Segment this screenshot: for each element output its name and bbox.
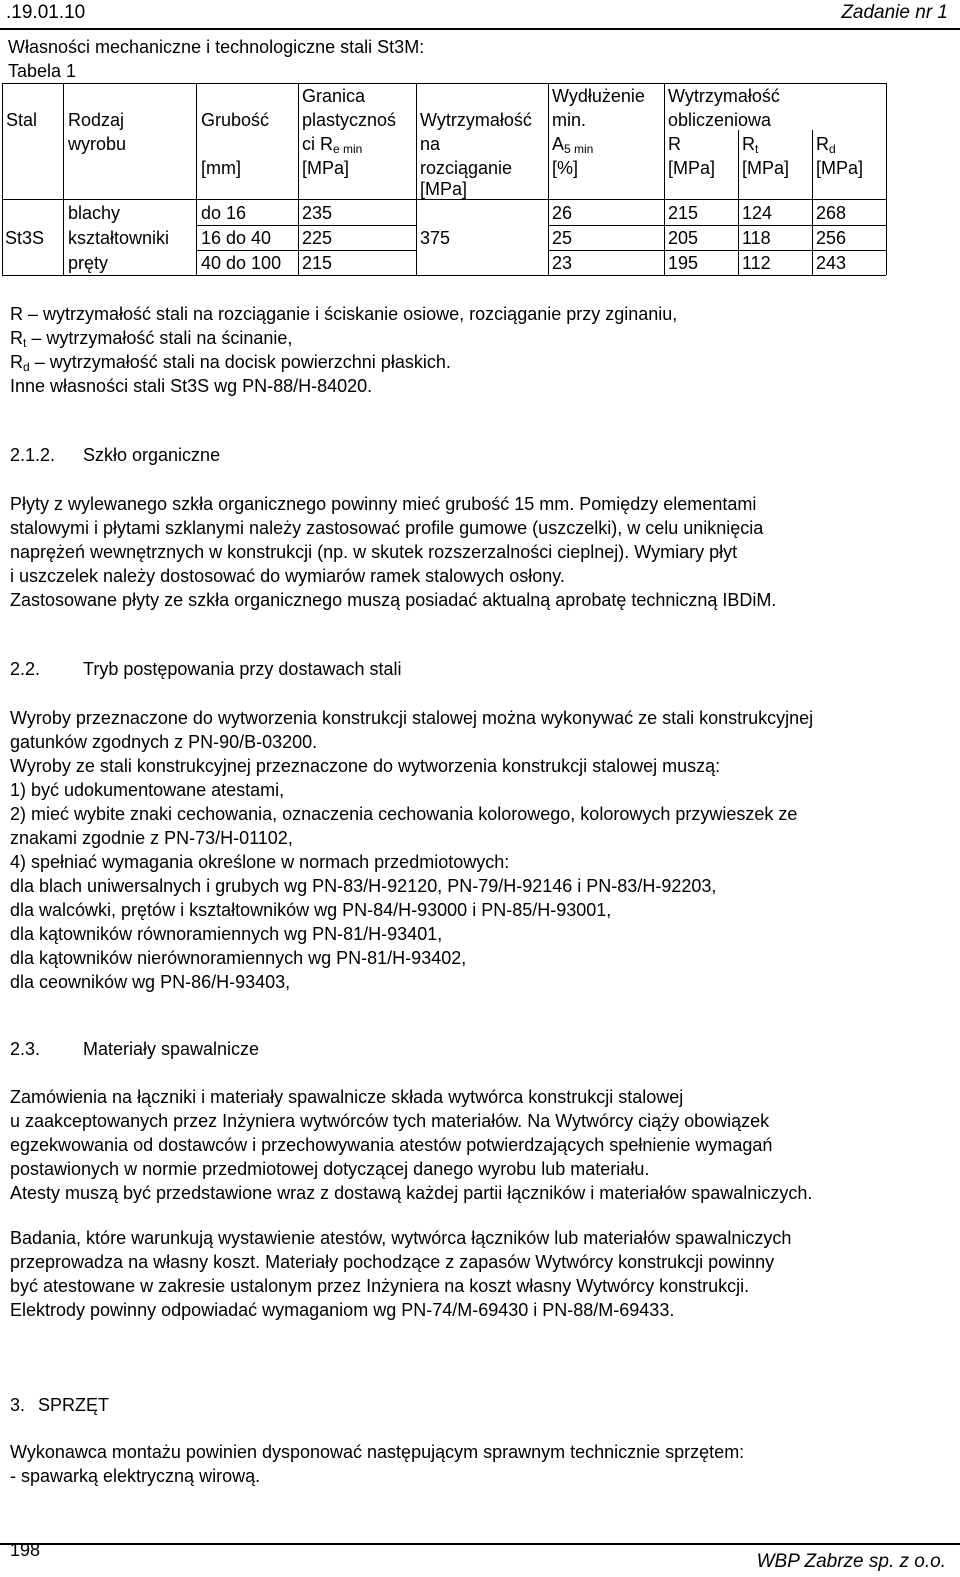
cell-r: 215 — [668, 203, 699, 223]
section-title: SPRZĘT — [38, 1395, 110, 1415]
cell-re: 235 — [302, 203, 333, 223]
cell-rt: 124 — [742, 203, 773, 223]
cell-re: 215 — [302, 253, 333, 273]
cell-rd: 243 — [816, 253, 847, 273]
footer-company: WBP Zabrze sp. z o.o. — [756, 1551, 946, 1572]
th-wydl-2: min. — [552, 110, 587, 130]
paragraph-line: Zamówienia na łączniki i materiały spawalnicze składa wytwórca konstrukcji stalowej — [10, 1087, 684, 1107]
legend-rt: $R_t$ – wytrzymałość stali na ścinanie, — [10, 328, 293, 350]
paragraph-line: Wykonawca montażu powinien dysponować następującym sprawnym technicznie sprzętem: — [10, 1442, 745, 1462]
paragraph-line: stalowymi i płytami szklanymi należy zastosować profile gumowe (uszczelki), w celu uniknięcia — [10, 518, 764, 538]
th-stal: Stal — [6, 110, 38, 130]
th-wytrz-2: na — [420, 134, 441, 154]
paragraph-line: - spawarką elektryczną wirową. — [10, 1466, 261, 1486]
paragraph-line: Płyty z wylewanego szkła organicznego powinny mieć grubość 15 mm. Pomiędzy elementami — [10, 494, 757, 514]
th-granica-3: ci $R_{e min}$ — [302, 134, 363, 156]
cell-rd: 256 — [816, 228, 847, 248]
th-wytrz-4: [MPa] — [420, 179, 468, 199]
paragraph-line: 2) mieć wybite znaki cechowania, oznaczenia cechowania kolorowego, kolorowych przywieszek ze — [10, 804, 798, 824]
th-granica-2: plastycznoś — [302, 110, 397, 130]
th-granica-4: [MPa] — [302, 158, 350, 178]
paragraph-line: u zaakceptowanych przez Inżyniera wytwórców tych materiałów. Na Wytwórcy ciąży obowiązek — [10, 1111, 770, 1131]
th-r-unit: [MPa] — [668, 158, 716, 178]
th-rodzaj-2: wyrobu — [68, 134, 127, 154]
paragraph-line: dla ceowników wg PN-86/H-93403, — [10, 972, 291, 992]
cell-thickness: do 16 — [201, 203, 247, 223]
cell-rd: 268 — [816, 203, 847, 223]
section-title: Tryb postępowania przy dostawach stali — [83, 659, 402, 679]
cell-product: pręty — [68, 253, 109, 273]
paragraph-line: znakami zgodnie z PN-73/H-01102, — [10, 828, 293, 848]
th-r: R — [668, 134, 681, 154]
paragraph-line: Wyroby przeznaczone do wytworzenia konstrukcji stalowej można wykonywać ze stali konstrukcyjnej — [10, 708, 814, 728]
cell-steel: St3S — [5, 228, 45, 248]
paragraph-line: gatunków zgodnych z PN-90/B-03200. — [10, 732, 318, 752]
cell-rt: 112 — [742, 253, 771, 273]
section-number: 3. — [10, 1395, 26, 1415]
th-rt: $R_t$ — [742, 134, 759, 156]
paragraph-line: dla kątowników równoramiennych wg PN-81/H-93401, — [10, 924, 443, 944]
legend-rd: $R_d$ – wytrzymałość stali na docisk powierzchni płaskich. — [10, 352, 451, 374]
section-number: 2.1.2. — [10, 445, 56, 465]
paragraph-line: przeprowadza na własny koszt. Materiały pochodzące z zapasów Wytwórcy konstrukcji powinny — [10, 1252, 775, 1272]
paragraph-line: dla kątowników nierównoramiennych wg PN-81/H-93402, — [10, 948, 467, 968]
paragraph-line: naprężeń wewnętrznych w konstrukcji (np. w skutek rozszerzalności cieplnej). Wymiary płyt — [10, 542, 738, 562]
paragraph-line: i uszczelek należy dostosować do wymiarów ramek stalowych osłony. — [10, 566, 565, 586]
footer-rule — [0, 1543, 960, 1545]
header-rule — [0, 28, 960, 30]
paragraph-line: Elektrody powinny odpowiadać wymaganiom wg PN-74/M-69430 i PN-88/M-69433. — [10, 1300, 675, 1320]
th-oblicz-1: Wytrzymałość — [668, 86, 780, 106]
section-title: Szkło organiczne — [83, 445, 221, 465]
cell-re: 225 — [302, 228, 333, 248]
th-rd-unit: [MPa] — [816, 158, 864, 178]
paragraph-line: Badania, które warunkują wystawienie atestów, wytwórca łączników lub materiałów spawalniczych — [10, 1228, 792, 1248]
intro-title: Własności mechaniczne i technologiczne stali St3M: — [8, 37, 425, 57]
paragraph-line: 4) spełniać wymagania określone w normach przedmiotowych: — [10, 852, 510, 872]
th-grubosc-1: Grubość — [201, 110, 270, 130]
th-rodzaj-1: Rodzaj — [68, 110, 125, 130]
cell-thickness: 16 do 40 — [201, 228, 272, 248]
cell-product: kształtowniki — [68, 228, 170, 248]
th-rd: $R_d$ — [816, 134, 836, 156]
paragraph-line: być atestowane w zakresie ustalonym przez Inżyniera na koszt własny Wytwórcy konstrukcji. — [10, 1276, 750, 1296]
cell-tensile: 375 — [420, 228, 451, 248]
section-number: 2.3. — [10, 1039, 41, 1059]
th-grubosc-2: [mm] — [201, 158, 241, 178]
paragraph-line: Zastosowane płyty ze szkła organicznego muszą posiadać aktualną aprobatę techniczną IBDiM. — [10, 590, 777, 610]
cell-r: 205 — [668, 228, 699, 248]
cell-a5: 25 — [552, 228, 573, 248]
cell-a5: 26 — [552, 203, 573, 223]
legend-r: R – wytrzymałość stali na rozciąganie i ściskanie osiowe, rozciąganie przy zginaniu, — [10, 304, 678, 324]
th-wytrz-3: rozciąganie — [420, 158, 513, 178]
paragraph-line: dla walcówki, prętów i kształtowników wg PN-84/H-93000 i PN-85/H-93001, — [10, 900, 612, 920]
th-wytrz-1: Wytrzymałość — [420, 110, 532, 130]
paragraph-line: Wyroby ze stali konstrukcyjnej przeznaczone do wytworzenia konstrukcji stalowej muszą: — [10, 756, 721, 776]
cell-rt: 118 — [742, 228, 771, 248]
th-oblicz-2: obliczeniowa — [668, 110, 772, 130]
th-rt-unit: [MPa] — [742, 158, 790, 178]
legend-inne: Inne własności stali St3S wg PN-88/H-84020. — [10, 376, 373, 396]
th-wydl-4: [%] — [552, 158, 579, 178]
section-title: Materiały spawalnicze — [83, 1039, 260, 1059]
paragraph-line: egzekwowania od dostawców i przechowywania atestów potwierdzających spełnienie wymagań — [10, 1135, 773, 1155]
header-task: Zadanie nr 1 — [841, 2, 948, 23]
paragraph-line: dla blach uniwersalnych i grubych wg PN-83/H-92120, PN-79/H-92146 i PN-83/H-92203, — [10, 876, 717, 896]
page-number: 198 — [10, 1540, 41, 1560]
cell-thickness: 40 do 100 — [201, 253, 282, 273]
paragraph-line: postawionych w normie przedmiotowej dotyczącej danego wyrobu lub materiału. — [10, 1159, 650, 1179]
section-number: 2.2. — [10, 659, 41, 679]
table-label: Tabela 1 — [8, 61, 77, 81]
th-wydl-3: $A_{5 min}$ — [552, 134, 594, 156]
cell-a5: 23 — [552, 253, 573, 273]
paragraph-line: Atesty muszą być przedstawione wraz z dostawą każdej partii łączników i materiałów spawalniczych. — [10, 1183, 813, 1203]
th-wydl-1: Wydłużenie — [552, 86, 645, 106]
th-granica-1: Granica — [302, 86, 366, 106]
cell-product: blachy — [68, 203, 121, 223]
header-date: .19.01.10 — [6, 2, 86, 23]
paragraph-line: 1) być udokumentowane atestami, — [10, 780, 285, 800]
cell-r: 195 — [668, 253, 699, 273]
